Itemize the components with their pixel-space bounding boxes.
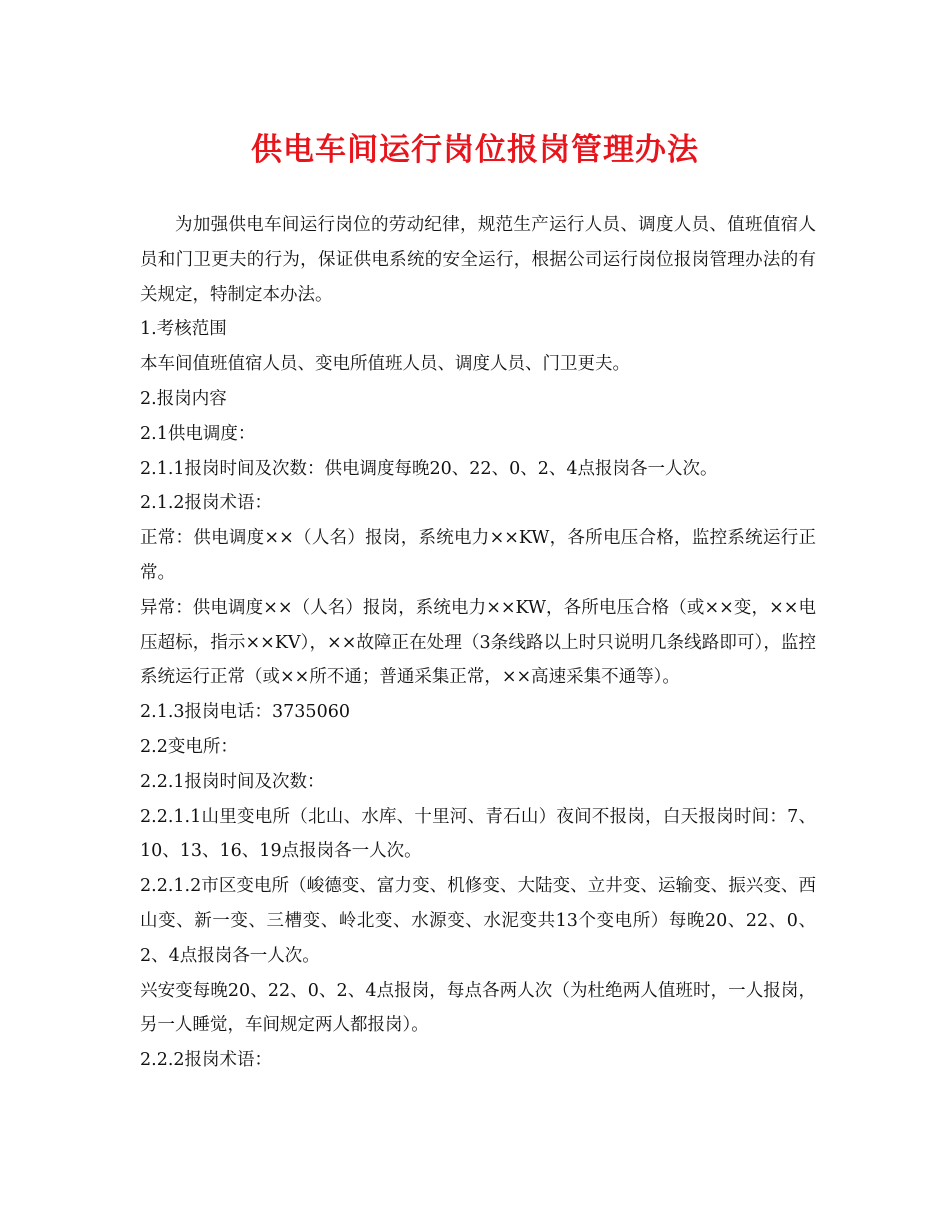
paragraph: 本车间值班值宿人员、变电所值班人员、调度人员、门卫更夫。 [140, 354, 630, 375]
subsection-heading-2-2-1: 2.2.1报岗时间及次数： [140, 771, 325, 792]
paragraph: 正常：供电调度××（人名）报岗，系统电力××KW，各所电压合格，监控系统运行正常。 [140, 528, 816, 583]
section-heading-2: 2.报岗内容 [140, 388, 227, 409]
paragraph: 2.1.1报岗时间及次数：供电调度每晚20、22、0、2、4点报岗各一人次。 [140, 458, 718, 479]
document-title: 供电车间运行岗位报岗管理办法 [251, 132, 699, 168]
subsection-heading-2-2: 2.2变电所： [140, 736, 238, 757]
paragraph: 2.1.3报岗电话：3735060 [140, 702, 350, 723]
intro-paragraph: 为加强供电车间运行岗位的劳动纪律，规范生产运行人员、调度人员、值班值宿人员和门卫更夫的行为，保证供电系统的安全运行，根据公司运行岗位报岗管理办法的有关规定，特制定本办法。 [140, 215, 816, 305]
subsection-heading-2-2-2: 2.2.2报岗术语： [140, 1050, 273, 1071]
paragraph: 异常：供电调度××（人名）报岗，系统电力××KW，各所电压合格（或××变，××电压超标，指示××KV），××故障正在处理（3条线路以上时只说明几条线路即可），监控系统运行正常（或××所不通；普通采集正常，××高速采集不通等）。 [140, 597, 816, 688]
paragraph: 兴安变每晚20、22、0、2、4点报岗，每点各两人次（为杜绝两人值班时，一人报岗，另一人睡觉，车间规定两人都报岗）。 [140, 980, 816, 1036]
document-body [140, 208, 816, 1078]
paragraph: 2.2.1.1山里变电所（北山、水库、十里河、青石山）夜间不报岗，白天报岗时间：7、10、13、16、19点报岗各一人次。 [140, 806, 816, 862]
section-heading-1: 1.考核范围 [140, 319, 227, 340]
paragraph: 2.2.1.2市区变电所（峻德变、富力变、机修变、大陆变、立井变、运输变、振兴变、西山变、新一变、三槽变、岭北变、水源变、水泥变共13个变电所）每晚20、22、0、2、4点报岗各一人次。 [140, 876, 816, 966]
subsection-heading-2-1-2: 2.1.2报岗术语： [140, 493, 273, 514]
subsection-heading-2-1: 2.1供电调度： [140, 423, 256, 444]
